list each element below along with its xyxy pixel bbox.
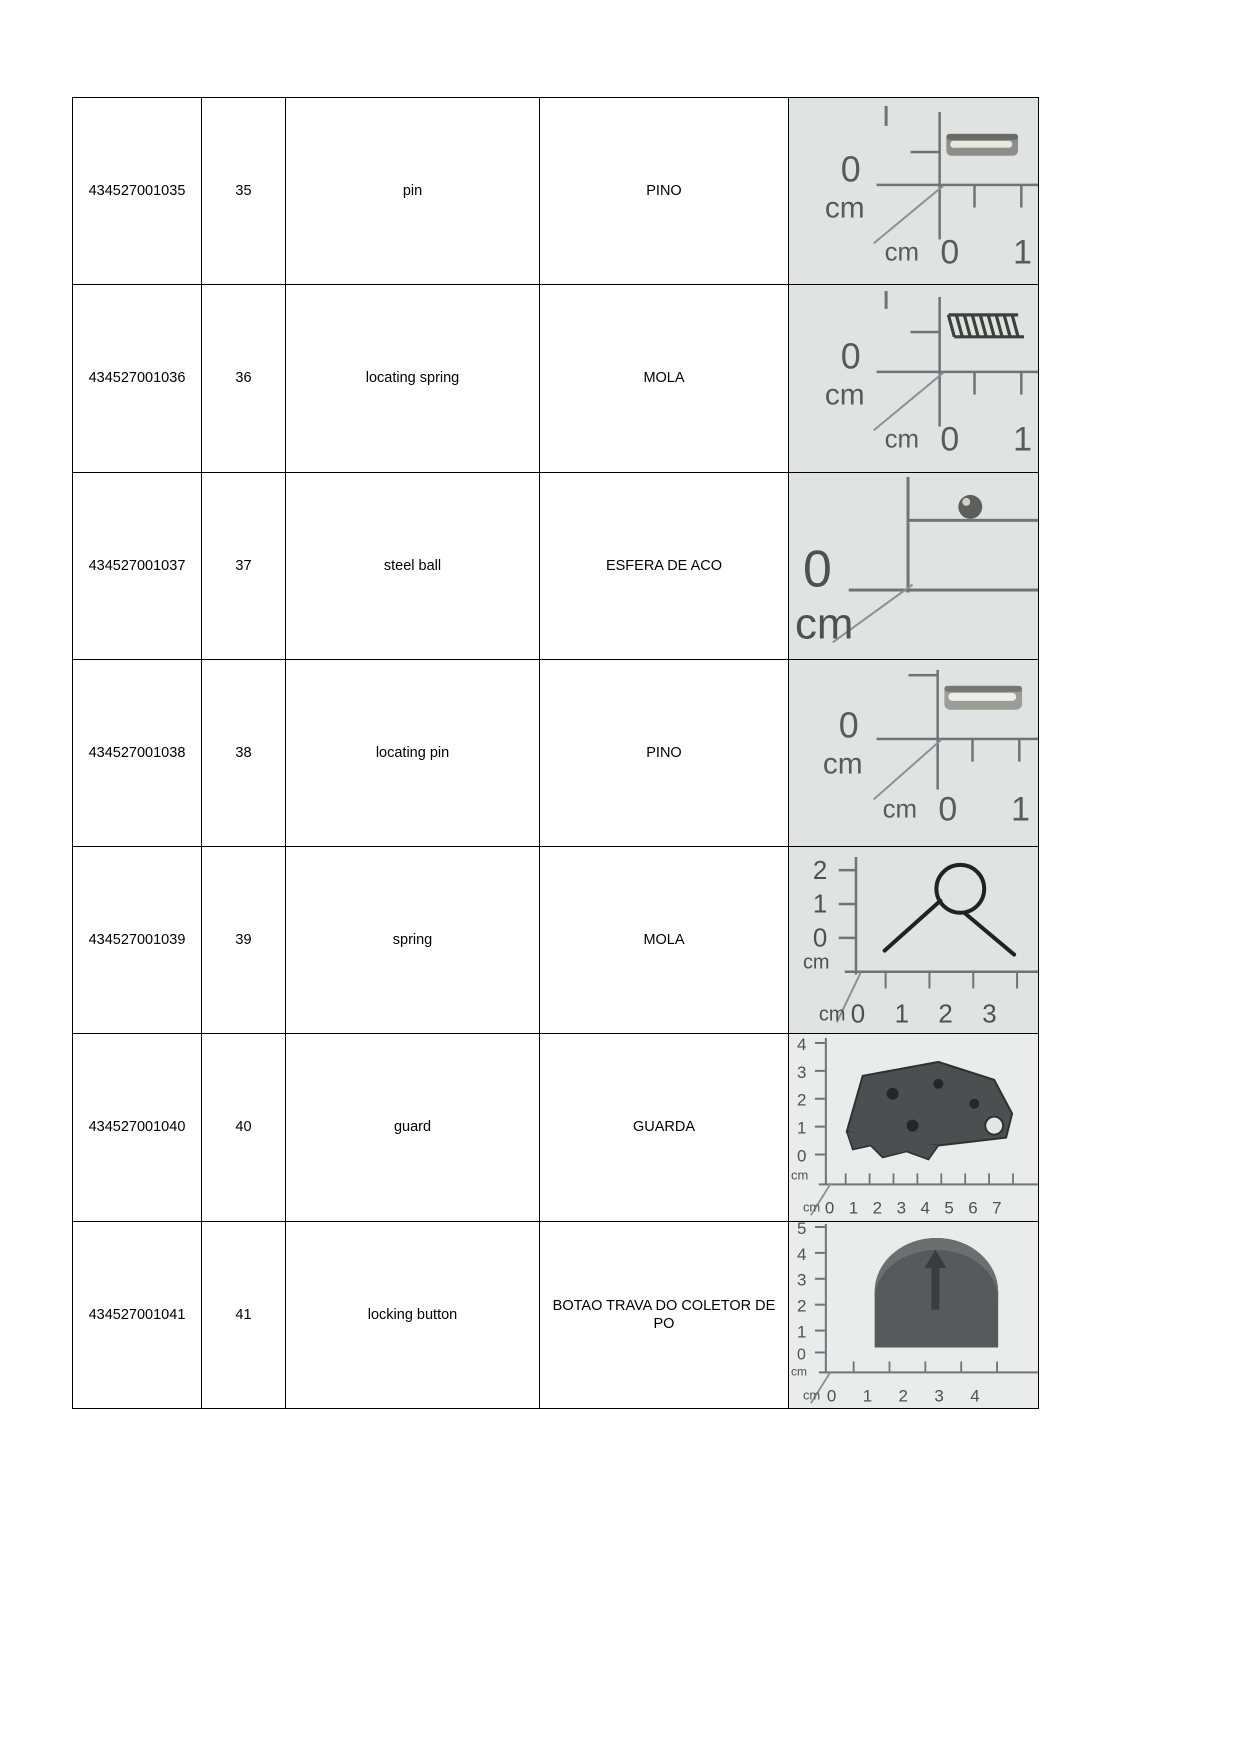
item-number-text: 36 [235, 370, 252, 387]
cell-photo [789, 285, 1039, 472]
svg-text:2: 2 [796, 1296, 807, 1316]
name-pt-text: MOLA [643, 932, 685, 949]
svg-text:3: 3 [796, 1063, 807, 1083]
svg-text:cm: cm [802, 1386, 821, 1402]
svg-text:2: 2 [898, 1385, 908, 1405]
name-pt-text: PINO [646, 183, 682, 200]
svg-text:4: 4 [920, 1198, 930, 1218]
svg-text:6: 6 [968, 1198, 978, 1218]
svg-text:3: 3 [934, 1385, 944, 1405]
part-photo-graphic [789, 285, 1038, 471]
svg-text:cm: cm [824, 378, 865, 412]
part-number-text: 434527001035 [88, 183, 186, 200]
photo-locating-spring [789, 285, 1038, 471]
svg-text:1: 1 [1011, 790, 1030, 829]
item-number-text: 35 [235, 183, 252, 200]
svg-text:0: 0 [850, 1000, 866, 1029]
cell-part-number [73, 285, 202, 472]
cell-name-pt [540, 659, 789, 846]
svg-text:0: 0 [802, 539, 832, 598]
svg-text:1: 1 [848, 1198, 859, 1218]
part-number-text: 434527001036 [88, 370, 186, 387]
svg-text:1: 1 [894, 1000, 909, 1029]
cell-part-number [73, 1034, 202, 1221]
svg-text:cm: cm [802, 951, 830, 974]
svg-text:2: 2 [872, 1198, 883, 1218]
svg-text:0: 0 [824, 1198, 835, 1218]
svg-text:5: 5 [944, 1198, 954, 1218]
svg-text:cm: cm [818, 1003, 846, 1026]
svg-text:1: 1 [796, 1322, 807, 1342]
svg-text:cm: cm [822, 747, 863, 781]
item-number-text: 37 [235, 557, 252, 574]
svg-text:cm: cm [882, 795, 918, 824]
svg-text:cm: cm [884, 238, 920, 267]
svg-text:3: 3 [796, 1270, 807, 1290]
photo-torsion-spring [789, 847, 1038, 1033]
name-en-text: guard [393, 1119, 432, 1136]
part-photo-graphic [789, 98, 1038, 284]
cell-part-number [73, 472, 202, 659]
cell-name-pt [540, 1034, 789, 1221]
parts-table-body [73, 98, 1039, 1409]
table-row [73, 472, 1039, 659]
part-number-text: 434527001037 [88, 557, 186, 574]
svg-text:1: 1 [796, 1118, 807, 1138]
svg-text:1: 1 [1013, 420, 1032, 459]
name-pt-text: ESFERA DE ACO [605, 557, 723, 574]
item-number-text: 38 [235, 744, 252, 761]
item-number-text: 41 [235, 1306, 252, 1323]
cell-name-en [286, 98, 540, 285]
parts-table [72, 97, 1039, 1409]
cell-photo [789, 847, 1039, 1034]
photo-steel-ball [789, 473, 1038, 659]
part-number-text: 434527001038 [88, 744, 186, 761]
name-en-text: pin [402, 183, 423, 200]
svg-text:0: 0 [938, 790, 958, 829]
part-photo-graphic [789, 473, 1038, 659]
cell-photo [789, 1034, 1039, 1221]
svg-text:1: 1 [812, 890, 828, 919]
cell-name-en [286, 1034, 540, 1221]
cell-item-number [202, 472, 286, 659]
cell-item-number [202, 285, 286, 472]
svg-text:7: 7 [992, 1198, 1002, 1218]
photo-guard [789, 1034, 1038, 1220]
svg-text:0: 0 [840, 336, 861, 377]
part-photo-graphic [789, 1222, 1038, 1408]
photo-locking-button [789, 1222, 1038, 1408]
part-photo-graphic [789, 847, 1038, 1033]
cell-item-number [202, 659, 286, 846]
svg-text:cm: cm [790, 1363, 807, 1378]
cell-part-number [73, 1221, 202, 1408]
table-row [73, 285, 1039, 472]
part-number-text: 434527001039 [88, 932, 186, 949]
cell-name-en [286, 847, 540, 1034]
item-number-text: 40 [235, 1119, 252, 1136]
name-en-text: locating pin [375, 744, 450, 761]
cell-name-en [286, 285, 540, 472]
cell-name-pt [540, 472, 789, 659]
svg-text:3: 3 [982, 1000, 997, 1029]
cell-name-pt [540, 285, 789, 472]
cell-photo [789, 472, 1039, 659]
svg-text:cm: cm [824, 191, 865, 225]
svg-text:0: 0 [940, 233, 960, 272]
svg-text:cm: cm [790, 1167, 809, 1183]
svg-text:0: 0 [940, 420, 960, 459]
table-row [73, 98, 1039, 285]
cell-photo [789, 98, 1039, 285]
svg-text:4: 4 [796, 1035, 807, 1055]
svg-text:1: 1 [862, 1385, 873, 1405]
name-en-text: steel ball [383, 557, 442, 574]
svg-text:2: 2 [938, 1000, 953, 1029]
svg-text:0: 0 [826, 1385, 837, 1405]
part-photo-graphic [789, 660, 1038, 846]
part-number-text: 434527001041 [88, 1306, 186, 1323]
cell-item-number [202, 1034, 286, 1221]
table-row [73, 847, 1039, 1034]
cell-name-pt [540, 847, 789, 1034]
name-en-text: locking button [367, 1306, 458, 1323]
svg-text:0: 0 [840, 149, 861, 190]
name-pt-text: GUARDA [632, 1119, 696, 1136]
cell-name-en [286, 659, 540, 846]
cell-name-en [286, 472, 540, 659]
cell-name-en [286, 1221, 540, 1408]
table-row [73, 1221, 1039, 1408]
cell-item-number [202, 98, 286, 285]
svg-text:4: 4 [796, 1244, 807, 1264]
cell-photo [789, 659, 1039, 846]
table-row [73, 659, 1039, 846]
cell-item-number [202, 847, 286, 1034]
part-photo-graphic [789, 1034, 1038, 1220]
cell-part-number [73, 98, 202, 285]
svg-text:4: 4 [970, 1385, 980, 1405]
svg-text:0: 0 [796, 1146, 807, 1166]
cell-part-number [73, 659, 202, 846]
cell-name-pt [540, 98, 789, 285]
table-row [73, 1034, 1039, 1221]
svg-text:2: 2 [812, 856, 828, 885]
cell-photo [789, 1221, 1039, 1408]
part-number-text: 434527001040 [88, 1119, 186, 1136]
svg-text:cm: cm [802, 1199, 821, 1215]
svg-text:0: 0 [796, 1345, 806, 1363]
svg-text:cm: cm [884, 425, 920, 454]
item-number-text: 39 [235, 932, 252, 949]
cell-item-number [202, 1221, 286, 1408]
photo-locating-pin [789, 660, 1038, 846]
svg-text:0: 0 [838, 705, 859, 746]
name-en-text: spring [392, 932, 433, 949]
svg-text:0: 0 [812, 924, 828, 953]
cell-part-number [73, 847, 202, 1034]
svg-text:3: 3 [896, 1198, 906, 1218]
name-pt-text: MOLA [643, 370, 685, 387]
name-pt-text: PINO [646, 744, 682, 761]
svg-text:5: 5 [796, 1221, 807, 1238]
svg-text:2: 2 [796, 1090, 807, 1110]
svg-text:1: 1 [1013, 233, 1032, 272]
photo-pin [789, 98, 1038, 284]
cell-name-pt [540, 1221, 789, 1408]
name-pt-text: BOTAO TRAVA DO COLETOR DE PO [552, 1297, 776, 1332]
svg-text:cm: cm [794, 598, 854, 648]
name-en-text: locating spring [365, 370, 460, 387]
